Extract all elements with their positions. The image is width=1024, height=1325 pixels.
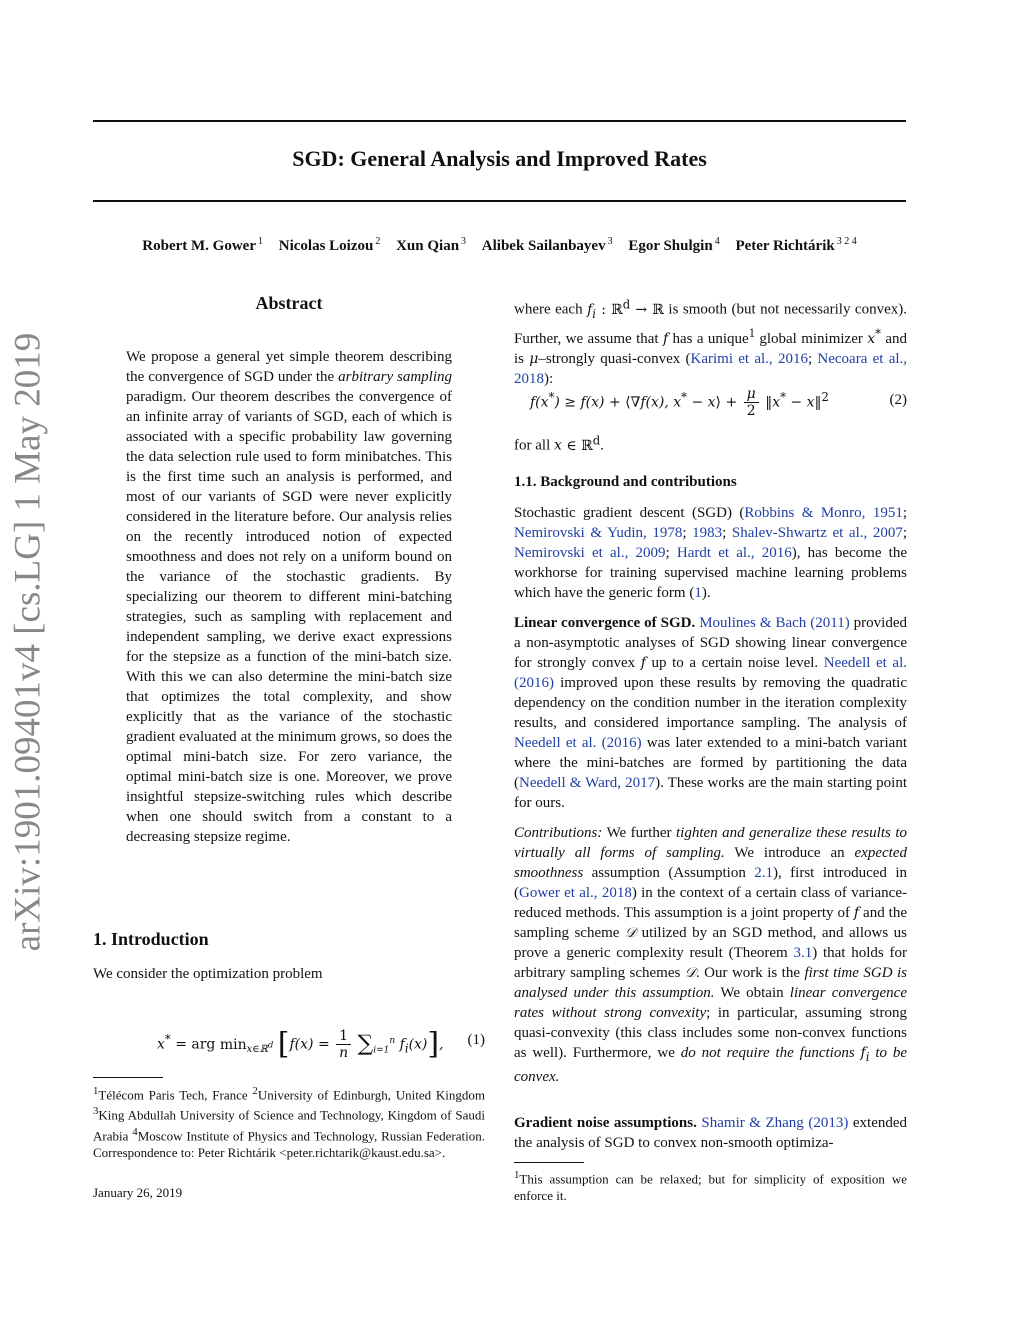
author: Robert M. Gower $^1$ <box>142 236 263 254</box>
citation-link[interactable]: Gower et al., 2018 <box>519 885 632 901</box>
equation-2-body: f(x*) ≥ f(x) + ⟨∇f(x), x* − x⟩ + $\frac{\mu}{2}$ ‖x* − x‖$^2$ <box>530 386 829 419</box>
paragraph-gradient-noise: Gradient noise assumptions. Shamir & Zhang (2013) extended the analysis of SGD to convex non-smooth optimiza- <box>514 1115 908 1151</box>
paragraph-contributions: Contributions: We further tighten and generalize these results to virtually all forms of sampling. We introduce an expected smoothness assumption (Assumption 2.1), first introduced in (Gower et al., 2018) in the context of a certain class of variance-reduced methods. This assumption is a joint property of f and the sampling scheme 𝒟 utilized by an SGD method, and allows us prove a generic complexity result (Theorem 3.1) that holds for arbitrary sampling schemes 𝒟. Our work is the first time SGD is analysed under this assumption. We obtain linear convergence rates without strong convexity; in particular, assuming strong quasi-convexity (this class includes some non-convex functions as well). Furthermore, we do not require the functions $f_i$ to be convex. <box>514 825 908 1085</box>
citation-link[interactable]: Nemirovski et al., 2009 <box>514 545 666 561</box>
author: Alibek Sailanbayev $^3$ <box>481 236 613 254</box>
equation-1 <box>93 1012 485 1072</box>
citation-link[interactable]: Necoara et al., 2018 <box>514 351 908 388</box>
subsection-heading-background: 1.1. Background and contributions <box>514 474 737 490</box>
equation-1-number: (1) <box>467 1032 485 1048</box>
paper-title: SGD: General Analysis and Improved Rates <box>292 146 707 171</box>
footnote-1: $^1$This assumption can be relaxed; but for simplicity of exposition we enforce it. <box>514 1169 907 1204</box>
abstract-heading: Abstract <box>255 293 323 313</box>
equation-1-body: x* = arg $\min_{x\in ℝ^d} [f(x)$ = $\frac{1}{n}$ $\sum_{i=1}^n$ $f_i(x)$], <box>157 1026 444 1062</box>
title-bottom-rule <box>93 200 906 202</box>
footnote-rule <box>93 1077 163 1078</box>
citation-link[interactable]: Hardt et al., 2016 <box>676 545 792 561</box>
author: Egor Shulgin $^4$ <box>628 236 720 254</box>
citation-link[interactable]: Karimi et al., 2016 <box>690 351 808 368</box>
theorem-ref-link[interactable]: 3.1 <box>793 945 813 961</box>
section-heading-introduction: 1. Introduction <box>93 929 209 949</box>
author: Xun Qian $^3$ <box>396 236 467 254</box>
citation-link[interactable]: Shamir & Zhang (2013) <box>701 1115 849 1131</box>
affiliations-footnote: $^1$Télécom Paris Tech, France $^2$University of Edinburgh, United Kingdom $^3$King Abdullah University of Science and Technology, Kingdom of Saudi Arabia $^4$Moscow Institute of Physics and Technology, Russian Federation. Correspondence to: Peter Richtárik <peter.richtarik@kaust.edu.sa>. <box>93 1085 485 1160</box>
footnote-rule-right <box>514 1162 584 1163</box>
citation-link[interactable]: Needell & Ward, 2017 <box>519 775 656 791</box>
paragraph-sgd-background: Stochastic gradient descent (SGD) (Robbins & Monro, 1951; Nemirovski & Yudin, 1978; 1983; Shalev-Shwartz et al., 2007; Nemirovski et al., 2009; Hardt et al., 2016), has become the workhorse for training supervised machine learning problems which have the generic form (1). <box>514 505 908 601</box>
author-list <box>93 236 906 255</box>
citation-link[interactable]: Robbins & Monro, 1951 <box>744 505 903 521</box>
paragraph-assumptions: where each $f_i$ : ℝ$^d$ → ℝ is smooth (but not necessarily convex). Further, we assume that f has a unique$^1$ global minimizer x* and is μ–strongly quasi-convex (Karimi et al., 2016; Necoara et al., 2018): <box>514 297 908 388</box>
citation-link[interactable]: 1983 <box>692 525 723 541</box>
assumption-ref-link[interactable]: 2.1 <box>754 865 774 881</box>
citation-link[interactable]: Shalev-Shwartz et al., 2007 <box>731 525 903 541</box>
paper-date: January 26, 2019 <box>93 1185 183 1200</box>
citation-link[interactable]: Needell et al. (2016) <box>514 655 907 691</box>
citation-link[interactable]: Nemirovski & Yudin, 1978 <box>514 525 683 541</box>
equation-2 <box>514 382 907 426</box>
equation-ref-link[interactable]: 1 <box>694 585 702 601</box>
paragraph-linear-convergence: Linear convergence of SGD. Moulines & Bach (2011) provided a non-asymptotic analyses of SGD showing linear convergence for strongly convex f up to a certain noise level. Needell et al. (2016) improved upon these results by removing the quadratic dependency on the condition number in the iteration complexity results, and considered importance sampling. The analysis of Needell et al. (2016) was later extended to a mini-batch variant where the mini-batches are formed by partitioning the data (Needell & Ward, 2017). These works are the main starting point for ours. <box>514 615 907 811</box>
citation-link[interactable]: Moulines & Bach (2011) <box>699 615 850 631</box>
citation-link[interactable]: Needell et al. (2016) <box>514 735 642 751</box>
intro-paragraph: We consider the optimization problem <box>93 966 323 982</box>
author: Nicolas Loizou $^2$ <box>278 236 381 254</box>
abstract-body: We propose a general yet simple theorem describing the convergence of SGD under the arbitrary sampling paradigm. Our theorem describes the convergence of an infinite array of variants of SGD, each of which is associated with a specific probability law governing the data selection rule used to form minibatches. This is the first time such an analysis is performed, and most of our variants of SGD were never explicitly considered in the literature before. Our analysis relies on the recently introduced notion of expected smoothness and does not rely on a uniform bound on the variance of the stochastic gradients. By specializing our theorem to different mini-batching strategies, such as sampling with replacement and independent sampling, we derive exact expressions for the stepsize as a function of the mini-batch size. With this we can also determine the mini-batch size that optimizes the total complexity, and show explicitly that as the variance of the stochastic gradient evaluated at the minimum grows, so does the optimal mini-batch size. For zero variance, the optimal mini-batch size is one. Moreover, we prove insightful stepsize-switching rules which describe when one should switch from a constant to a decreasing stepsize regime. <box>126 349 452 845</box>
top-rule <box>93 120 906 122</box>
forall-line: for all x ∈ ℝ$^d$. <box>514 433 605 454</box>
author: Peter Richtárik $^{3 2 4}$ <box>735 236 857 254</box>
equation-2-number: (2) <box>889 392 907 408</box>
